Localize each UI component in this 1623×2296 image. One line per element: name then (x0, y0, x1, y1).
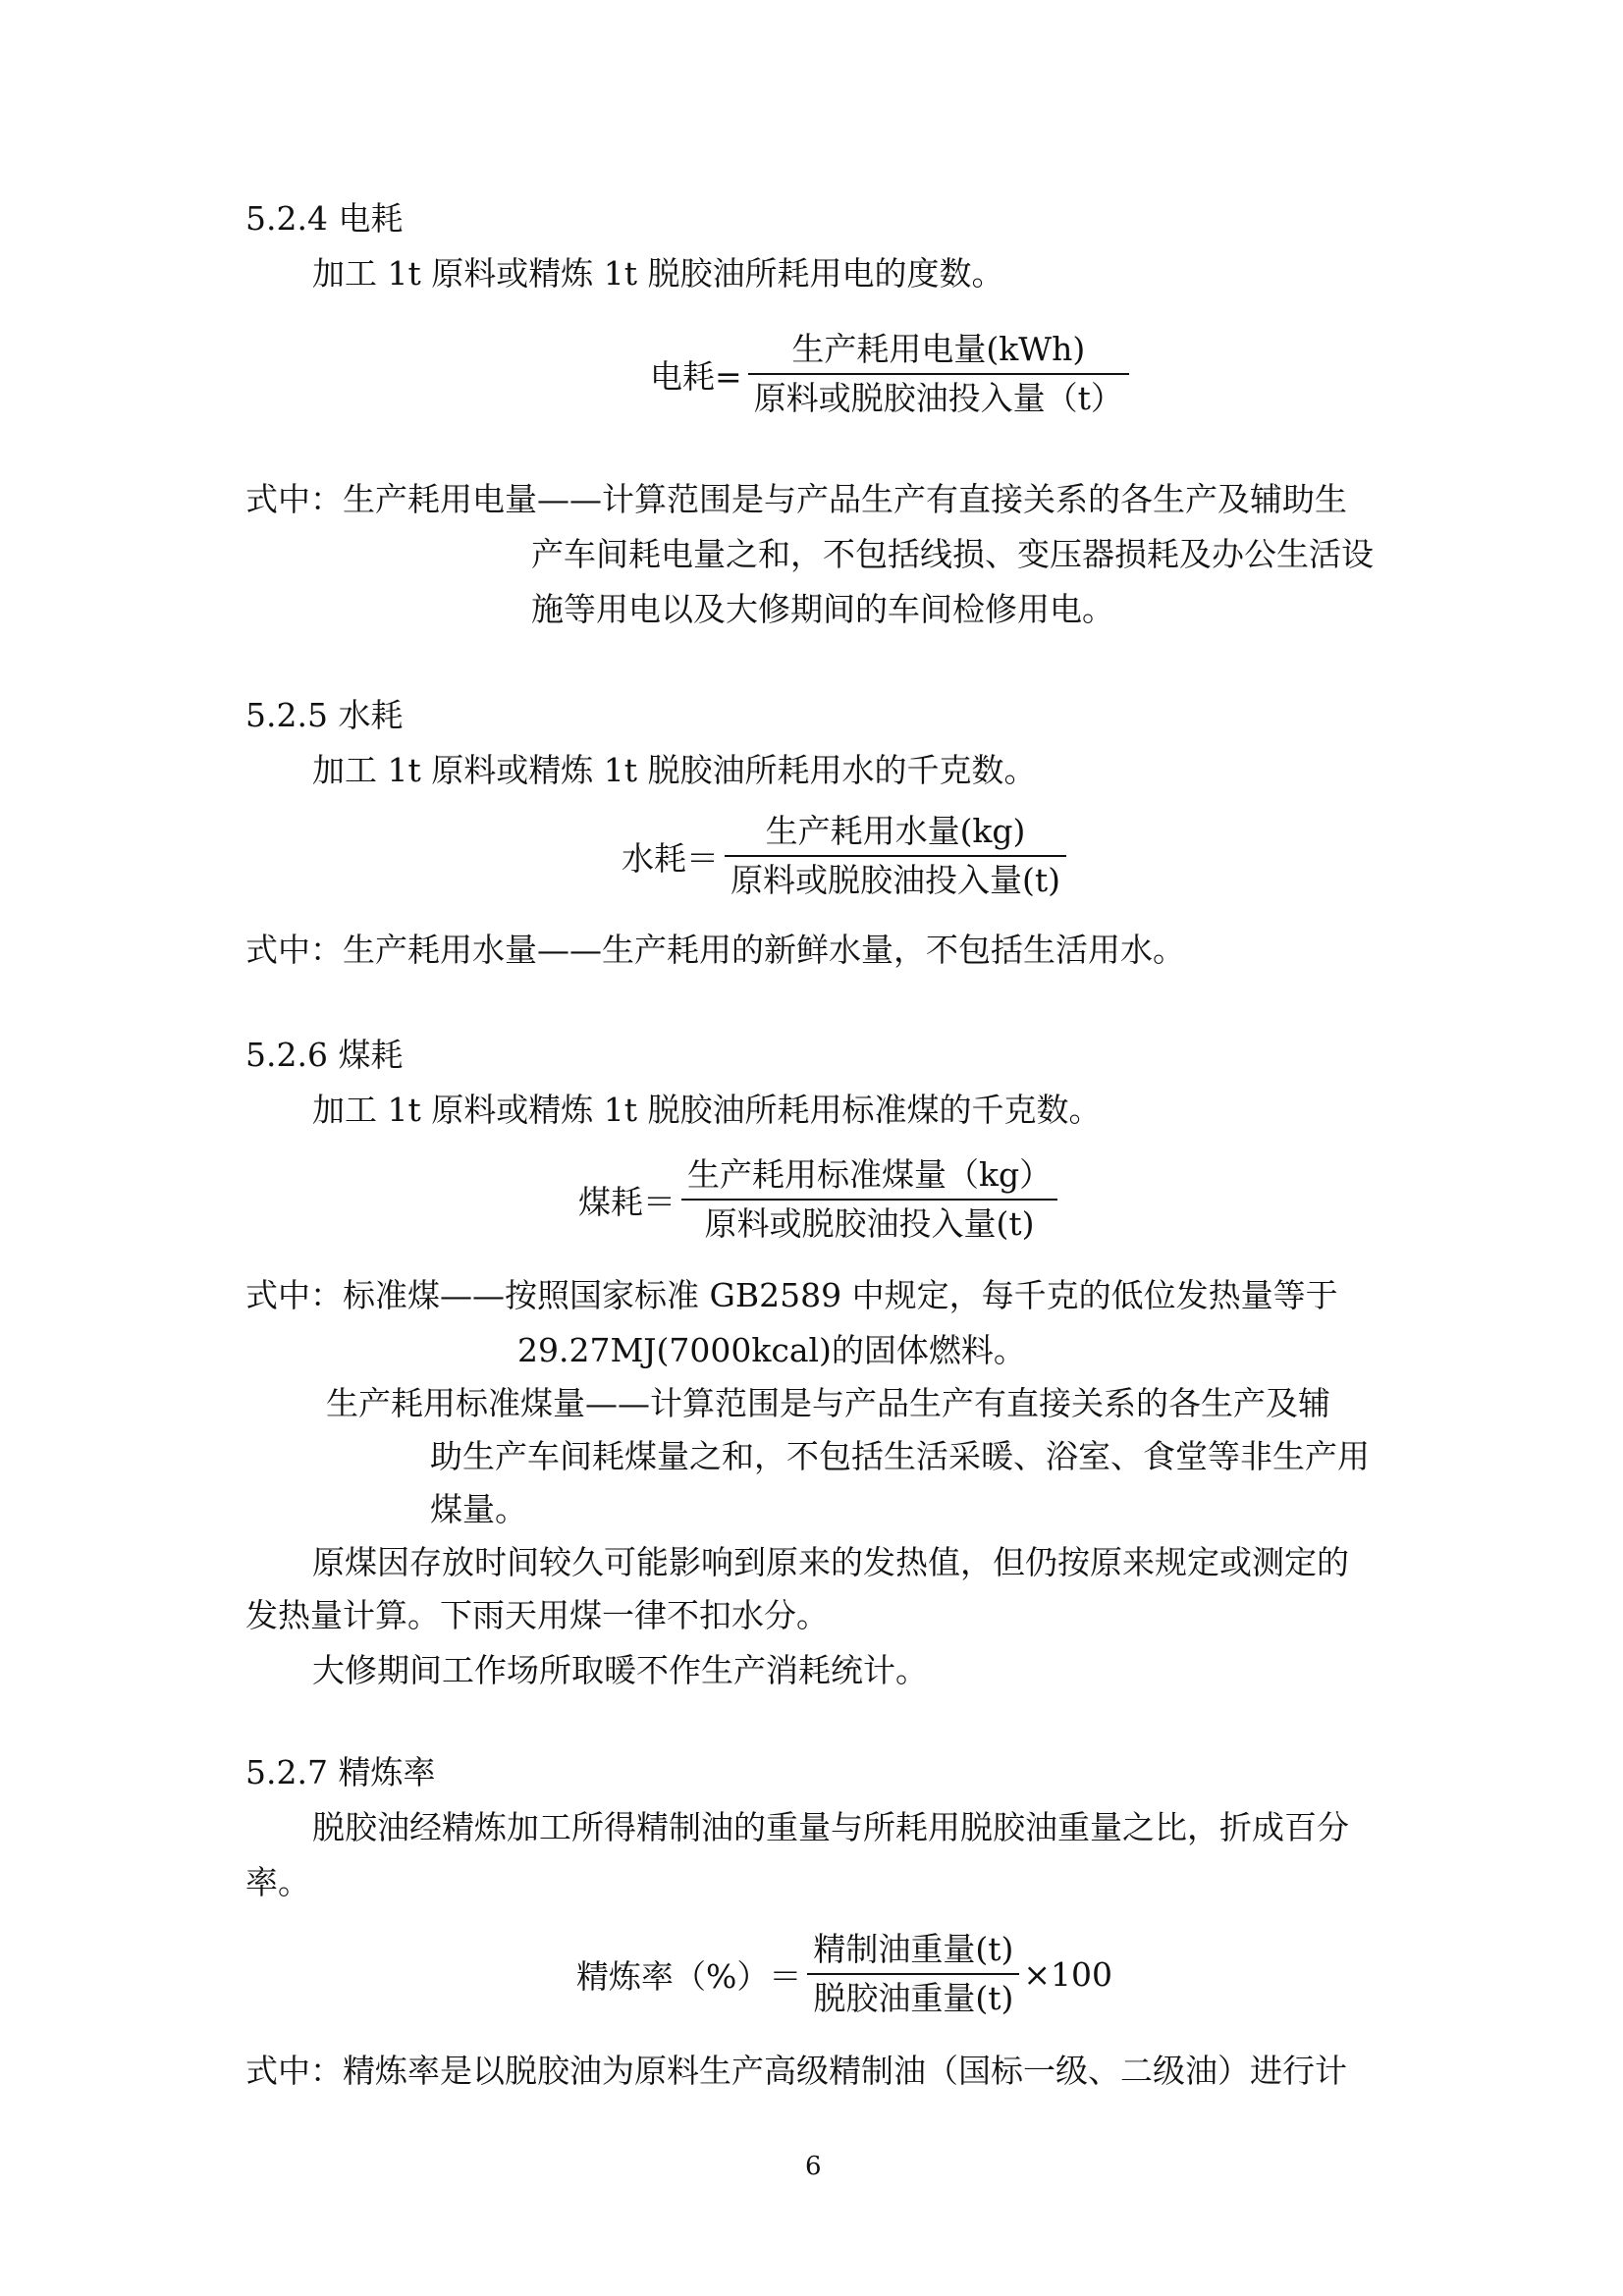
page-number: 6 (805, 2152, 822, 2181)
formula-refining-rate (576, 1930, 1112, 2018)
paragraph-line: 脱胶油经精炼加工所得精制油的重量与所耗用脱胶油重量之比，折成百分 (312, 1808, 1349, 1846)
note-line: 式中：生产耗用水量——生产耗用的新鲜水量，不包括生活用水。 (245, 931, 1185, 969)
note-line: 生产耗用标准煤量——计算范围是与产品生产有直接关系的各生产及辅 (326, 1384, 1330, 1422)
fraction-denominator: 原料或脱胶油投入量(t) (704, 1204, 1035, 1243)
paragraph-line: 发热量计算。下雨天用煤一律不扣水分。 (245, 1596, 829, 1634)
section-heading-5-2-6: 5.2.6 煤耗 (245, 1036, 404, 1074)
section-heading-5-2-4: 5.2.4 电耗 (245, 199, 404, 238)
note-line: 施等用电以及大修期间的车间检修用电。 (531, 590, 1114, 628)
paragraph-line: 原煤因存放时间较久可能影响到原来的发热值，但仍按原来规定或测定的 (312, 1543, 1349, 1581)
note-line: 助生产车间耗煤量之和，不包括生活采暖、浴室、食堂等非生产用 (430, 1437, 1370, 1475)
fraction (725, 812, 1066, 900)
formula-water (622, 812, 1066, 900)
paragraph-line: 率。 (245, 1863, 310, 1901)
note-line: 煤量。 (430, 1490, 527, 1528)
formula-lhs: 水耗＝ (622, 838, 719, 878)
note-line: 式中：生产耗用电量——计算范围是与产品生产有直接关系的各生产及辅助生 (245, 480, 1347, 518)
section-heading-5-2-7: 5.2.7 精炼率 (245, 1753, 436, 1791)
fraction (748, 330, 1129, 418)
note-line: 29.27MJ(7000kcal)的固体燃料。 (517, 1331, 1026, 1369)
formula-lhs: 精炼率（%）＝ (576, 1956, 802, 1996)
note-line: 产车间耗电量之和，不包括线损、变压器损耗及办公生活设 (531, 535, 1374, 573)
fraction-denominator: 原料或脱胶油投入量（t） (753, 379, 1123, 417)
formula-coal (578, 1155, 1057, 1244)
formula-multiplier: ×100 (1023, 1954, 1113, 1994)
formula-electricity (650, 330, 1129, 418)
section-intro-5-2-4: 加工 1t 原料或精炼 1t 脱胶油所耗用电的度数。 (312, 254, 1004, 293)
fraction-numerator: 生产耗用电量(kWh) (791, 330, 1086, 368)
note-line: 式中：标准煤——按照国家标准 GB2589 中规定，每千克的低位发热量等于 (245, 1276, 1338, 1314)
section-intro-5-2-6: 加工 1t 原料或精炼 1t 脱胶油所耗用标准煤的千克数。 (312, 1091, 1102, 1129)
formula-lhs: 电耗= (650, 356, 742, 396)
fraction-numerator: 精制油重量(t) (813, 1930, 1014, 1968)
note-line: 式中：精炼率是以脱胶油为原料生产高级精制油（国标一级、二级油）进行计 (245, 2052, 1347, 2090)
section-heading-5-2-5: 5.2.5 水耗 (245, 696, 404, 734)
fraction (681, 1155, 1057, 1244)
section-intro-5-2-5: 加工 1t 原料或精炼 1t 脱胶油所耗用水的千克数。 (312, 751, 1037, 789)
fraction-denominator: 原料或脱胶油投入量(t) (730, 861, 1061, 899)
fraction-numerator: 生产耗用标准煤量（kg） (687, 1155, 1053, 1194)
paragraph-line: 大修期间工作场所取暖不作生产消耗统计。 (312, 1651, 928, 1689)
fraction-denominator: 脱胶油重量(t) (813, 1979, 1014, 2017)
fraction (807, 1930, 1019, 2018)
fraction-numerator: 生产耗用水量(kg) (765, 812, 1026, 850)
formula-lhs: 煤耗＝ (578, 1182, 676, 1221)
